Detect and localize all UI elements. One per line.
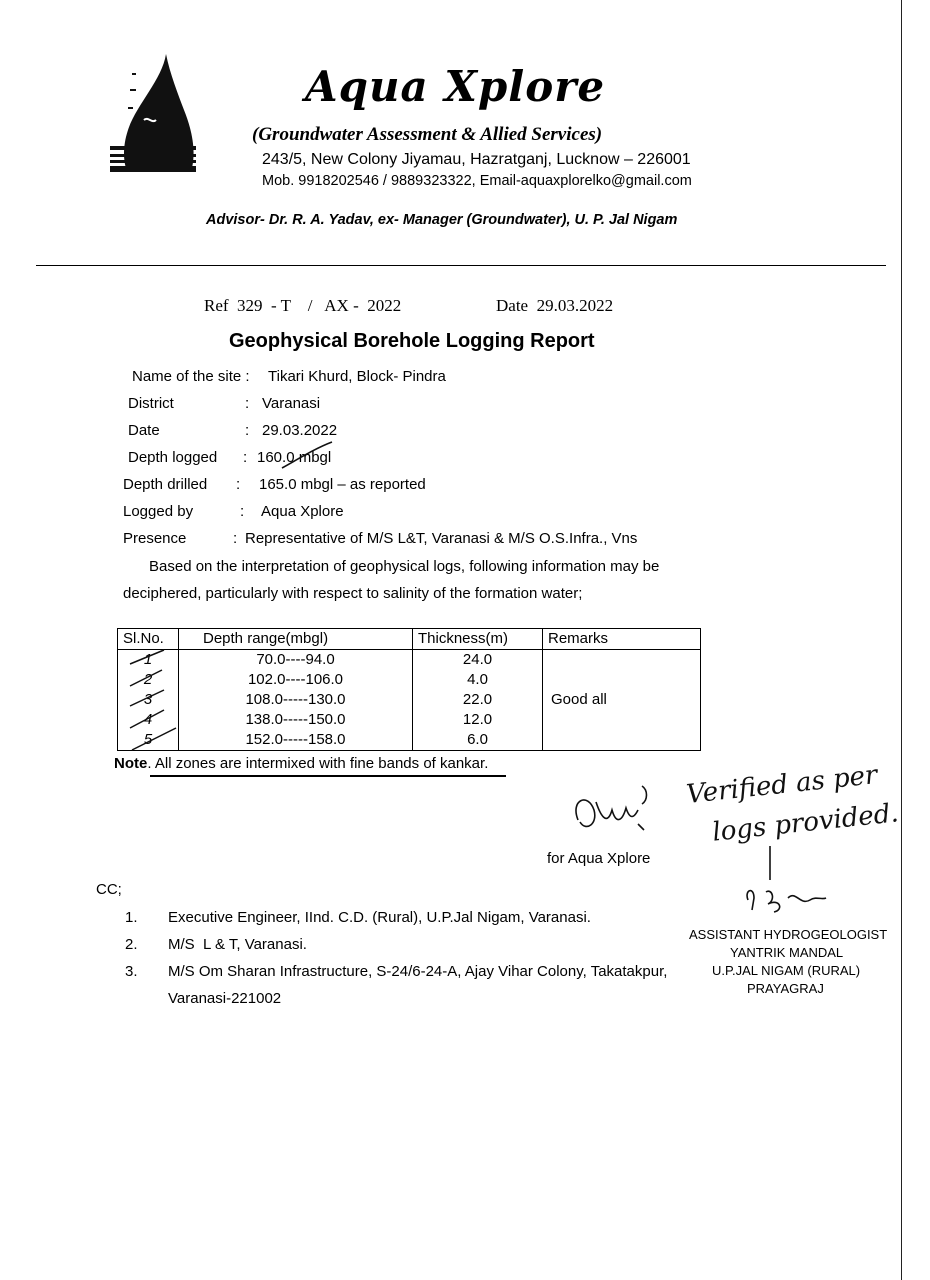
field-date-value: 29.03.2022: [262, 422, 338, 439]
cc-item-number: 1.: [125, 909, 138, 926]
stamp-line-1: ASSISTANT HYDROGEOLOGIST: [689, 927, 888, 942]
field-presence-label: Presence: [123, 530, 187, 547]
col-header-thickness: Thickness(m): [413, 629, 543, 650]
zones-table: [117, 628, 701, 751]
cc-label: CC;: [96, 881, 122, 898]
paragraph-line-2: deciphered, particularly with respect to salinity of the formation water;: [123, 585, 583, 602]
note-label: Note: [114, 755, 148, 772]
handwritten-verified-line-2: logs provided.: [710, 798, 900, 848]
report-title: Geophysical Borehole Logging Report: [229, 330, 595, 352]
cell-sl: 5: [118, 730, 179, 751]
field-depth-logged-label: Depth logged: [128, 449, 218, 466]
contact-info: Mob. 9918202546 / 9889323322, Email-aquaxplorelko@gmail.com: [262, 173, 692, 189]
col-header-sl: Sl.No.: [118, 629, 179, 650]
signature-for-label: for Aqua Xplore: [547, 850, 651, 867]
cell-depth: 102.0----106.0: [179, 670, 413, 690]
table-note: [114, 755, 488, 772]
cc-item-text: M/S L & T, Varanasi.: [168, 936, 307, 953]
cell-thickness: 6.0: [413, 730, 543, 751]
field-district-value: Varanasi: [262, 395, 321, 412]
cell-sl: 3: [118, 690, 179, 710]
cell-sl: 2: [118, 670, 179, 690]
cell-depth: 138.0-----150.0: [179, 710, 413, 730]
handwritten-verified-line-1: Verified as per: [684, 760, 879, 810]
cc-item-text-continued: Varanasi-221002: [168, 990, 282, 1007]
field-site-label: Name of the site :: [132, 368, 250, 385]
field-colon: :: [245, 422, 250, 439]
page-edge-line: [901, 0, 902, 1280]
cell-thickness: 22.0: [413, 690, 543, 710]
tagline: (Groundwater Assessment & Allied Services): [252, 124, 603, 145]
cc-item-text: Executive Engineer, IInd. C.D. (Rural), U.P.Jal Nigam, Varanasi.: [168, 909, 591, 926]
cc-item-number: 2.: [125, 936, 138, 953]
field-date-label: Date: [128, 422, 160, 439]
advisor-line: Advisor- Dr. R. A. Yadav, ex- Manager (Groundwater), U. P. Jal Nigam: [206, 212, 678, 228]
signature: [568, 780, 658, 842]
address: 243/5, New Colony Jiyamau, Hazratganj, Lucknow – 226001: [262, 151, 691, 168]
field-depth-drilled-label: Depth drilled: [123, 476, 208, 493]
field-colon: :: [233, 530, 238, 547]
note-underline: [150, 775, 506, 777]
col-header-depth: Depth range(mbgl): [179, 629, 413, 650]
field-logged-by-value: Aqua Xplore: [261, 503, 344, 520]
field-site-value: Tikari Khurd, Block- Pindra: [268, 368, 446, 385]
field-colon: :: [245, 395, 250, 412]
stamp-line-4: PRAYAGRAJ: [747, 981, 824, 996]
note-text: . All zones are intermixed with fine bands of kankar.: [147, 755, 489, 772]
field-logged-by-label: Logged by: [123, 503, 194, 520]
cell-depth: 108.0-----130.0: [179, 690, 413, 710]
handwritten-tick-mark: [280, 440, 340, 470]
paragraph-line-1: Based on the interpretation of geophysical logs, following information may be: [149, 558, 660, 575]
stamp-line-3: U.P.JAL NIGAM (RURAL): [712, 963, 861, 978]
field-presence-value: Representative of M/S L&T, Varanasi & M/S O.S.Infra., Vns: [245, 530, 638, 547]
cc-item-text: M/S Om Sharan Infrastructure, S-24/6-24-A, Ajay Vihar Colony, Takatakpur,: [168, 963, 668, 980]
header-divider: [36, 265, 886, 266]
field-depth-logged-value: 160.0 mbgl: [257, 449, 332, 466]
cell-sl: 1: [118, 650, 179, 671]
brand-name: Aqua Xplore: [305, 62, 606, 111]
field-depth-drilled-value: 165.0 mbgl – as reported: [259, 476, 426, 493]
field-district-label: District: [128, 395, 174, 412]
handwritten-initials: [740, 840, 840, 930]
cell-thickness: 12.0: [413, 710, 543, 730]
cell-thickness: 4.0: [413, 670, 543, 690]
table-row: [118, 650, 701, 671]
cell-depth: 152.0-----158.0: [179, 730, 413, 751]
cell-thickness: 24.0: [413, 650, 543, 671]
cell-sl: 4: [118, 710, 179, 730]
serial-tick-marks: [118, 648, 180, 754]
aqua-xplore-logo: [106, 50, 198, 178]
col-header-remarks: Remarks: [543, 629, 701, 650]
cc-item-number: 3.: [125, 963, 138, 980]
report-date: Date 29.03.2022: [496, 296, 614, 315]
stamp-line-2: YANTRIK MANDAL: [730, 945, 844, 960]
cell-depth: 70.0----94.0: [179, 650, 413, 671]
field-colon: :: [243, 449, 248, 466]
field-colon: :: [240, 503, 245, 520]
table-header-row: [118, 629, 701, 650]
cell-remarks: Good all: [543, 650, 701, 751]
field-colon: :: [236, 476, 241, 493]
reference-number: Ref 329 - T / AX - 2022: [204, 296, 402, 315]
